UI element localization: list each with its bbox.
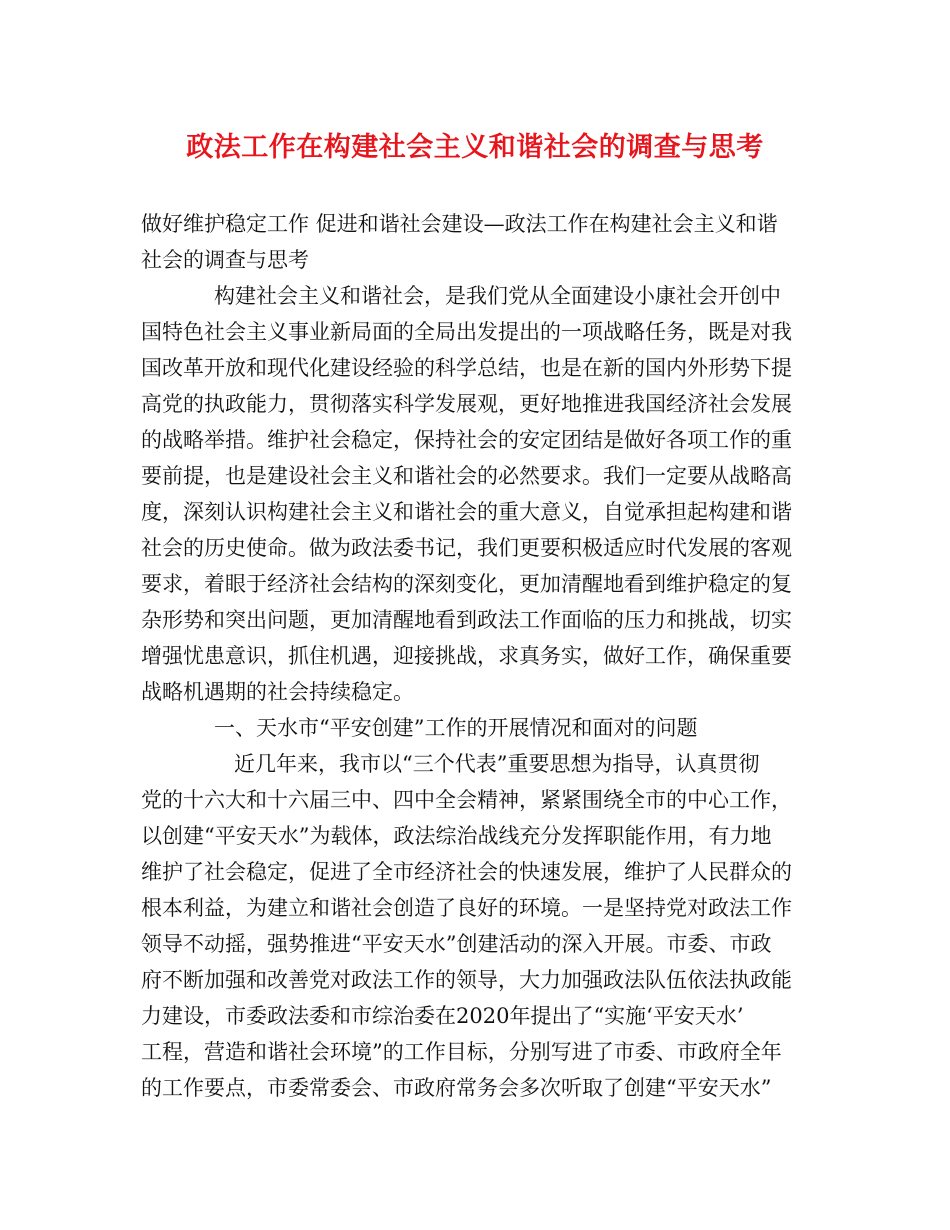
subtitle-line-1: 做好维护稳定工作 促进和谐社会建设—政法工作在构建社会主义和谐 bbox=[141, 212, 778, 236]
subtitle-line-2: 社会的调查与思考 bbox=[141, 248, 309, 272]
paragraph-2-line-5: 根本利益，为建立和谐社会创造了良好的环境。一是坚持党对政法工作 bbox=[141, 896, 792, 920]
document-title: 政法工作在构建社会主义和谐社会的调查与思考 bbox=[186, 132, 764, 163]
paragraph-1-line-9: 要求，着眼于经济社会结构的深刻变化，更加清醒地看到维护稳定的复 bbox=[141, 572, 792, 596]
paragraph-1-line-1: 构建社会主义和谐社会，是我们党从全面建设小康社会开创中 bbox=[214, 284, 781, 308]
paragraph-2-line-8: 力建设，市委政法委和市综治委在2020年提出了“实施‘平安天水’ bbox=[141, 1004, 744, 1028]
paragraph-1-line-3: 国改革开放和现代化建设经验的科学总结，也是在新的国内外形势下提 bbox=[141, 356, 792, 380]
paragraph-2-line-2: 党的十六大和十六届三中、四中全会精神，紧紧围绕全市的中心工作， bbox=[141, 788, 792, 812]
paragraph-1-line-11: 增强忧患意识，抓住机遇，迎接挑战，求真务实，做好工作，确保重要 bbox=[141, 644, 792, 668]
paragraph-1-line-6: 要前提，也是建设社会主义和谐社会的必然要求。我们一定要从战略高 bbox=[141, 464, 792, 488]
paragraph-1-line-10: 杂形势和突出问题，更加清醒地看到政法工作面临的压力和挑战，切实 bbox=[141, 608, 792, 632]
paragraph-1-line-5: 的战略举措。维护社会稳定，保持社会的安定团结是做好各项工作的重 bbox=[141, 428, 792, 452]
paragraph-2-line-3: 以创建“平安天水”为载体，政法综治战线充分发挥职能作用，有力地 bbox=[141, 824, 772, 848]
paragraph-2-line-10: 的工作要点，市委常委会、市政府常务会多次听取了创建“平安天水” bbox=[141, 1076, 772, 1100]
paragraph-2-line-6: 领导不动摇，强势推进“平安天水”创建活动的深入开展。市委、市政 bbox=[141, 932, 772, 956]
section-heading: 一、天水市“平安创建”工作的开展情况和面对的问题 bbox=[214, 716, 698, 740]
paragraph-2-line-7: 府不断加强和改善党对政法工作的领导，大力加强政法队伍依法执政能 bbox=[141, 968, 792, 992]
paragraph-2-line-1: 近几年来，我市以“三个代表”重要思想为指导，认真贯彻 bbox=[234, 752, 760, 776]
paragraph-1-line-8: 社会的历史使命。做为政法委书记，我们更要积极适应时代发展的客观 bbox=[141, 536, 792, 560]
paragraph-1-line-7: 度，深刻认识构建社会主义和谐社会的重大意义，自觉承担起构建和谐 bbox=[141, 500, 792, 524]
paragraph-2-line-4: 维护了社会稳定，促进了全市经济社会的快速发展，维护了人民群众的 bbox=[141, 860, 792, 884]
paragraph-1-line-12: 战略机遇期的社会持续稳定。 bbox=[141, 680, 414, 704]
paragraph-1-line-4: 高党的执政能力，贯彻落实科学发展观，更好地推进我国经济社会发展 bbox=[141, 392, 792, 416]
paragraph-2-line-9: 工程，营造和谐社会环境”的工作目标，分别写进了市委、市政府全年 bbox=[141, 1040, 782, 1064]
paragraph-1-line-2: 国特色社会主义事业新局面的全局出发提出的一项战略任务，既是对我 bbox=[141, 320, 792, 344]
